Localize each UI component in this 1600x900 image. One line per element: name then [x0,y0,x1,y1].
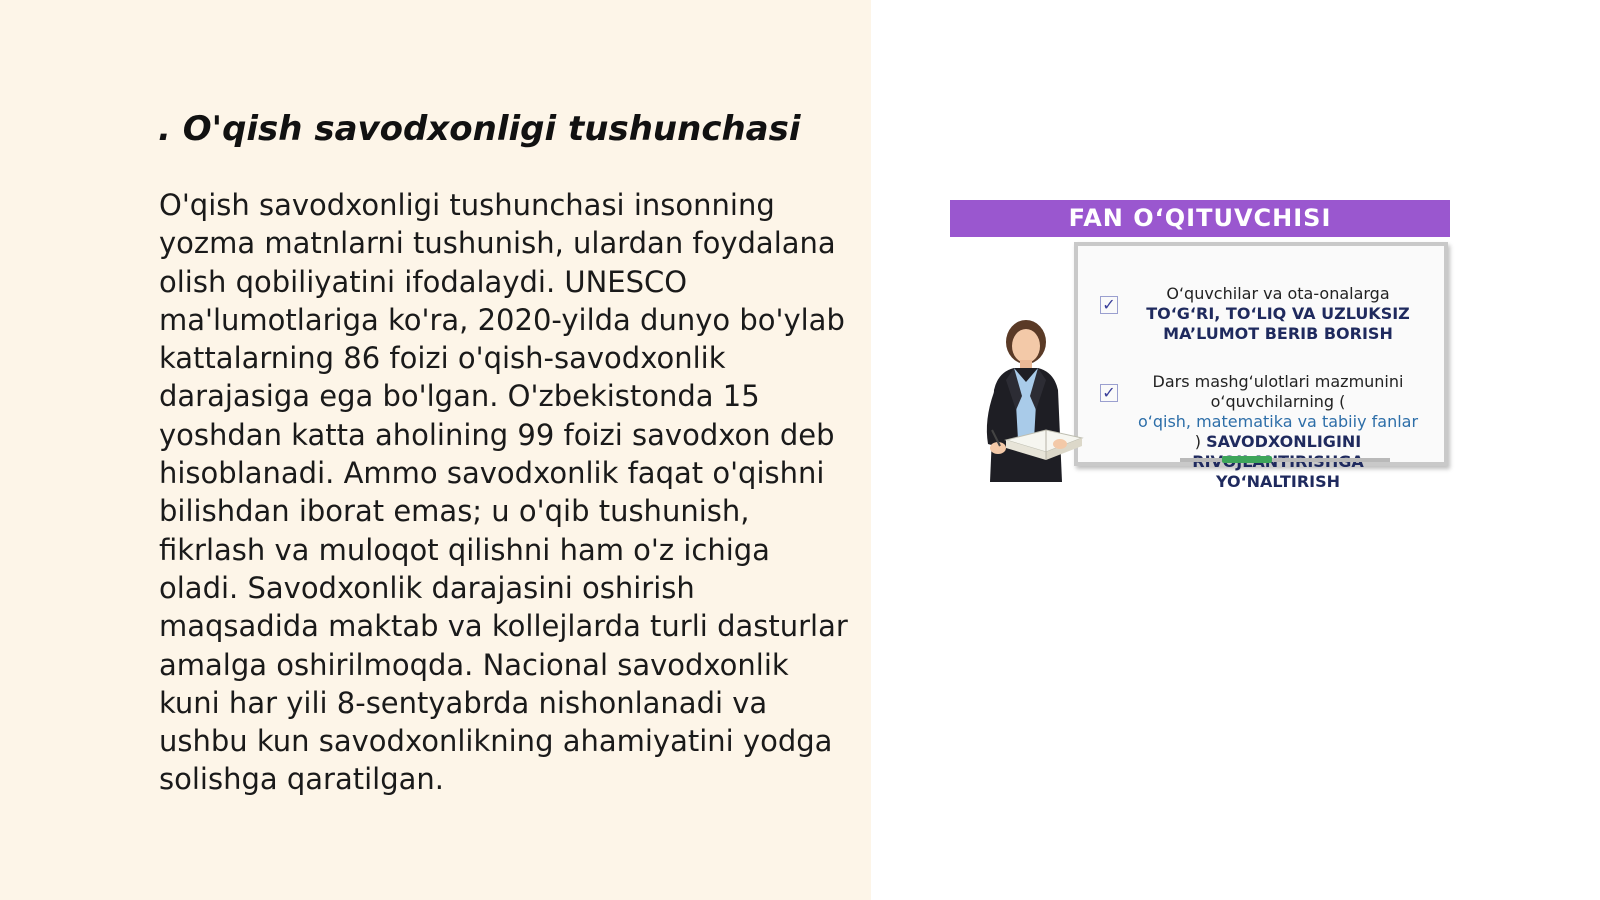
slide-paragraph: O'qish savodxonligi tushunchasi insonning yozma matnlarni tushunish, ulardan foydalana olish qobiliyatini ifodalaydi. UNESCO ma'lumotlariga ko'ra, 2020-yilda dunyo bo'ylab kattalarning 86 foizi o'qish-savodxonlik darajasiga ega bo'lgan. O'zbekistonda 15 yoshdan katta aholining 99 foizi savodxon deb hisoblanadi. Ammo savodxonlik faqat o'qishni bilishdan iborat emas; u o'qib tushunish, fikrlash va muloqot qilishni ham o'z ichiga oladi. Savodxonlik darajasini oshirish maqsadida maktab va kollejlarda turli dasturlar amalga oshirilmoqda. Nacional savodxonlik kuni har yili 8-sentyabrda nishonlanadi va ushbu kun savodxonlikning ahamiyatini yodga solishga qaratilgan. [159,188,848,797]
item1-line3: MA’LUMOT BERIB BORISH [1163,324,1393,343]
board-item-2 [1118,372,1438,492]
item2-line4-bold: SAVODXONLIGINI [1206,432,1362,451]
item2-line1: Dars mashg‘ulotlari mazmunini [1152,372,1404,391]
item1-line2: TO‘G‘RI, TO‘LIQ VA UZLUKSIZ [1146,304,1410,323]
infographic-header: FAN O‘QITUVCHISI [950,200,1450,237]
board-rail [1180,454,1390,466]
whiteboard [1074,242,1448,491]
checkbox-icon: ✓ [1100,296,1118,314]
item2-line2: o‘quvchilarning ( [1210,392,1346,411]
teacher-infographic [950,200,1450,491]
item1-line1: O‘quvchilar va ota-onalarga [1166,284,1390,303]
board-item-1 [1118,284,1438,344]
item2-line4-prefix: ) [1194,432,1201,451]
marker-icon [1222,456,1272,463]
checkbox-icon: ✓ [1100,384,1118,402]
item2-line6: YO‘NALTIRISH [1215,472,1341,491]
slide-title: . O'qish savodxonligi tushunchasi [158,109,801,149]
teacher-illustration-icon [976,320,1086,482]
rail-bar [1180,458,1390,462]
item2-line3: o‘qish, matematika va tabiiy fanlar [1137,412,1419,431]
